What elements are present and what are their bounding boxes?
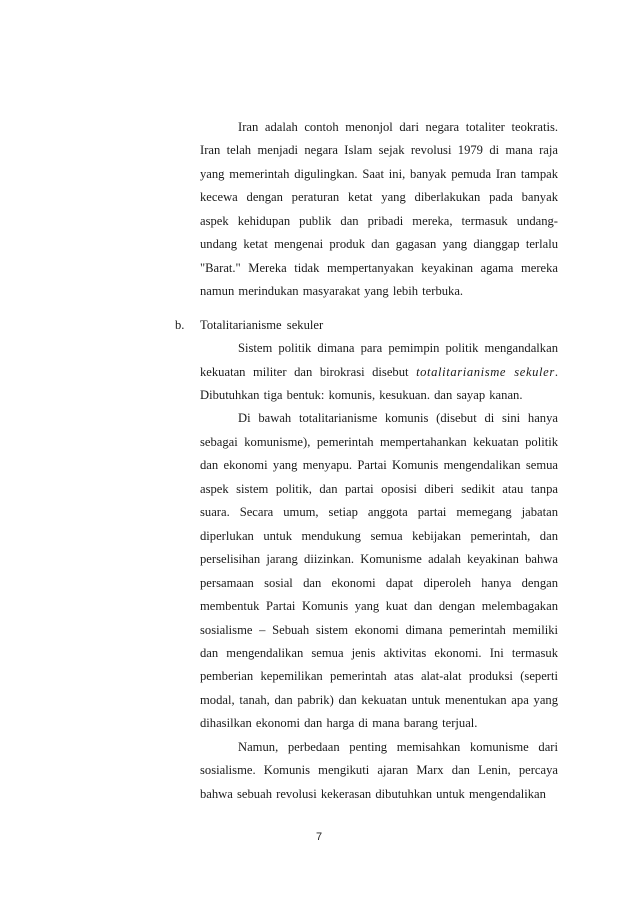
section-b-heading bbox=[175, 314, 558, 337]
paragraph-difference: Namun, perbedaan penting memisahkan komunisme dari sosialisme. Komunis mengikuti ajaran Marx dan Lenin, percaya bahwa sebuah revolusi kekerasan dibutuhkan untuk mengendalikan bbox=[200, 739, 558, 801]
list-marker: b. bbox=[175, 317, 185, 332]
intro-text-end: . Dibutuhkan tiga bentuk: komunis, kesukuan. dan sayap kanan. bbox=[200, 364, 558, 402]
italic-term: totalitarianisme sekuler bbox=[416, 364, 555, 379]
page-body bbox=[175, 116, 558, 806]
section-title: Totalitarianisme sekuler bbox=[200, 317, 324, 332]
page-number: 7 bbox=[315, 831, 323, 843]
paragraph-communism: Di bawah totalitarianisme komunis (disebut di sini hanya sebagai komunisme), pemerintah mempertahankan kekuatan politik dan ekonomi yang menyapu. Partai Komunis mengendalikan semua aspek sistem politik, dan partai oposisi diberi sedikit atau tanpa suara. Secara umum, setiap anggota partai memegang jabatan diperlukan untuk mendukung semua kebijakan pemerintah, dan perselisihan jarang diizinkan. Komunisme adalah keyakinan bahwa persamaan sosial dan ekonomi dapat diperoleh hanya dengan membentuk Partai Komunis yang kuat dan dengan melembagakan sosialisme – Sebuah sistem ekonomi dimana pemerintah memiliki dan mengendalikan semua jenis aktivitas ekonomi. Ini termasuk pemberian kepemilikan pemerintah atas alat-alat produksi (seperti modal, tanah, dan pabrik) dan kekuatan untuk menentukan apa yang dihasilkan ekonomi dan harga di mana barang terjual. bbox=[200, 411, 558, 731]
intro-text-start: Sistem politik dimana para pemimpin politik mengandalkan kekuatan militer dan birokrasi disebut bbox=[200, 341, 558, 379]
paragraph-iran: Iran adalah contoh menonjol dari negara totaliter teokratis. Iran telah menjadi negara Islam sejak revolusi 1979 di mana raja yang memerintah digulingkan. Saat ini, banyak pemuda Iran tampak kecewa dengan peraturan ketat yang diberlakukan pada banyak aspek kehidupan publik dan pribadi mereka, termasuk undang-undang ketat mengenai produk dan gagasan yang dianggap terlalu "Barat." Mereka tidak mempertanyakan keyakinan agama mereka namun merindukan masyarakat yang lebih terbuka. bbox=[200, 120, 558, 299]
paragraph-intro bbox=[200, 337, 558, 407]
